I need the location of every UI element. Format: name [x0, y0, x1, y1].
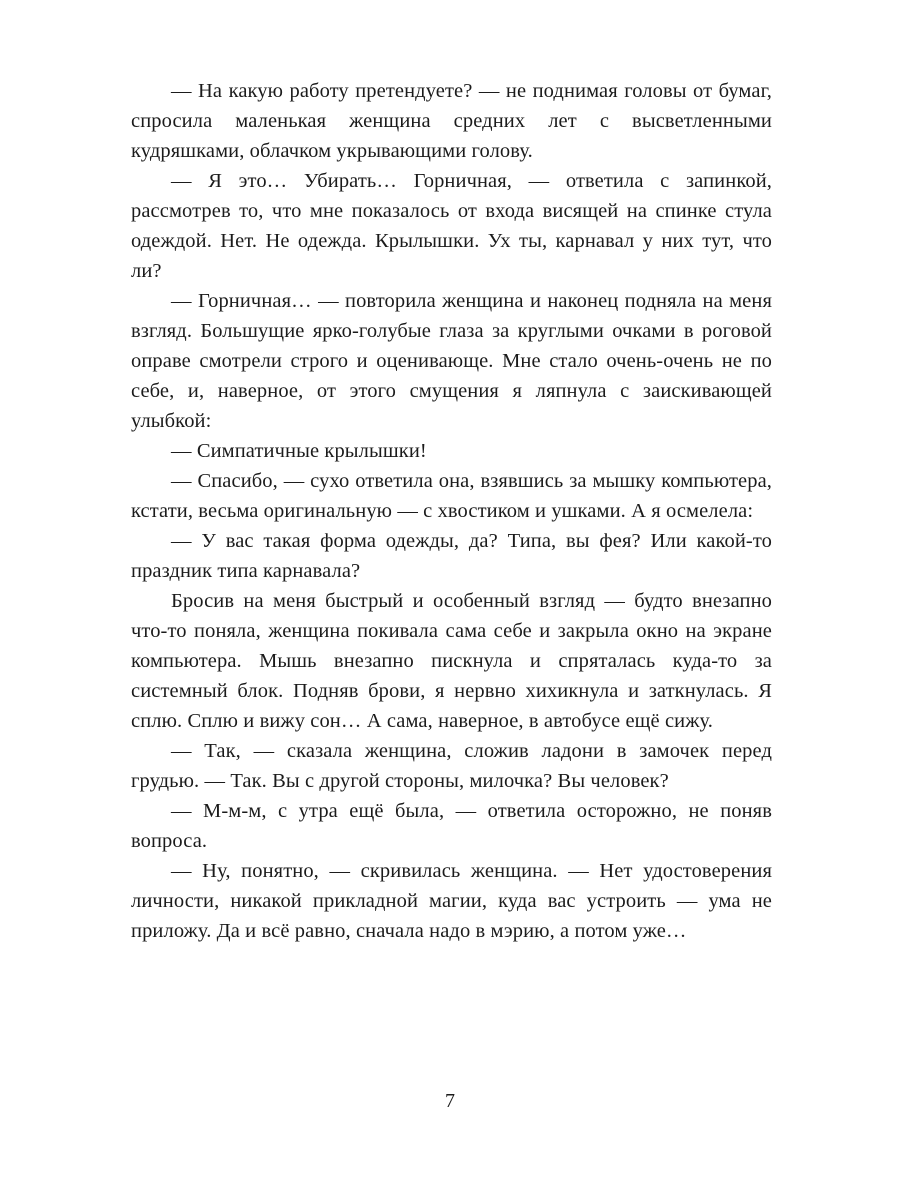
paragraph: — На какую работу претендуете? — не поднимая головы от бумаг, спросила маленькая женщина средних лет с высветленными кудряшками, облачком укрывающими голову.: [131, 80, 772, 162]
paragraph: — М-м-м, с утра ещё была, — ответила осторожно, не поняв вопроса.: [131, 800, 772, 852]
paragraph: — Ну, понятно, — скривилась женщина. — Нет удостоверения личности, никакой прикладной магии, куда вас устроить — ума не приложу. Да и всё равно, сначала надо в мэрию, а потом уже…: [131, 860, 772, 942]
page-number: 7: [445, 1090, 455, 1112]
paragraph: — Спасибо, — сухо ответила она, взявшись за мышку компьютера, кстати, весьма оригинальную — с хвостиком и ушками. А я осмелела:: [131, 470, 772, 522]
paragraph: — Так, — сказала женщина, сложив ладони в замочек перед грудью. — Так. Вы с другой стороны, милочка? Вы человек?: [131, 740, 772, 792]
paragraph: — Горничная… — повторила женщина и наконец подняла на меня взгляд. Большущие ярко-голубые глаза за круглыми очками в роговой оправе смотрели строго и оценивающе. Мне стало очень-очень не по себе, и, наверное, от этого смущения я ляпнула с заискивающей улыбкой:: [131, 290, 772, 432]
paragraph: — Я это… Убирать… Горничная, — ответила с запинкой, рассмотрев то, что мне показалось от входа висящей на спинке стула одеждой. Нет. Не одежда. Крылышки. Ух ты, карнавал у них тут, что ли?: [131, 170, 772, 282]
page-text: [131, 76, 772, 946]
paragraph: — У вас такая форма одежды, да? Типа, вы фея? Или какой-то праздник типа карнавала?: [131, 530, 772, 582]
paragraph: — Симпатичные крылышки!: [171, 440, 427, 462]
paragraph: Бросив на меня быстрый и особенный взгляд — будто внезапно что-то поняла, женщина покивала сама себе и закрыла окно на экране компьютера. Мышь внезапно пискнула и спряталась куда-то за системный блок. Подняв брови, я нервно хихикнула и заткнулась. Я сплю. Сплю и вижу сон… А сама, наверное, в автобусе ещё сижу.: [131, 590, 772, 732]
